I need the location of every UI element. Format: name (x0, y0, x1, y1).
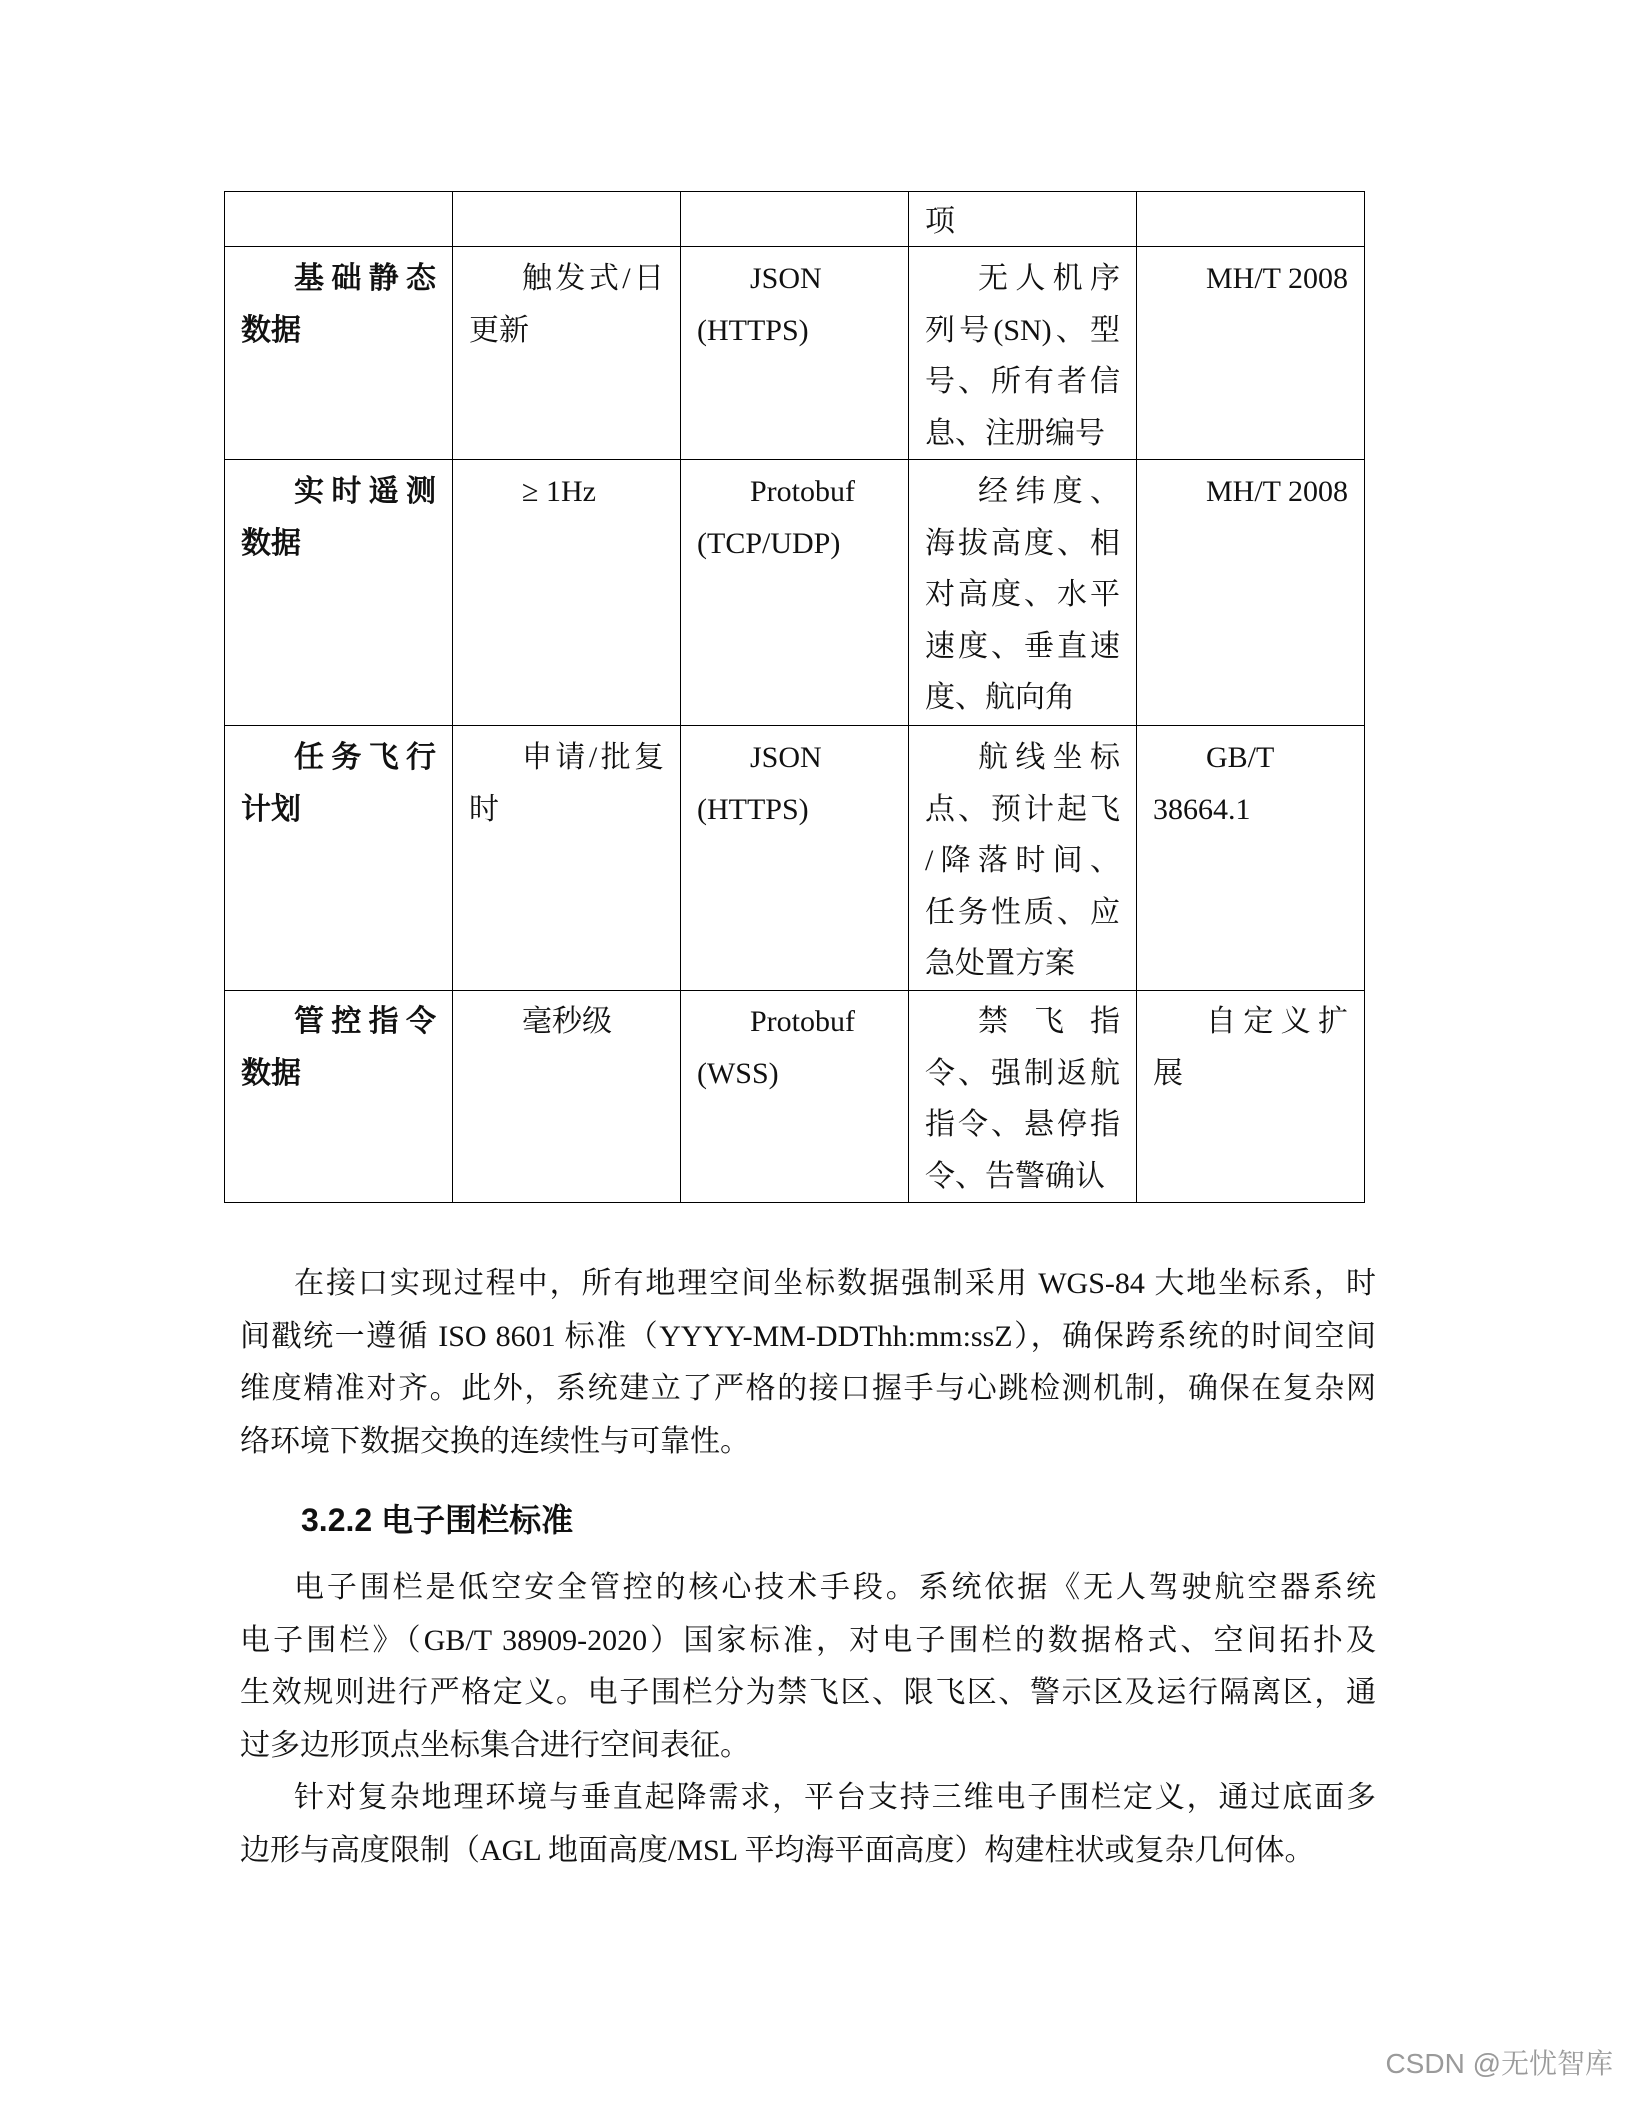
data-spec-table (224, 191, 1365, 1203)
paragraph-line: 间戳统一遵循 ISO 8601 标准（YYYY-MM-DDThh:mm:ssZ），确保跨系统的时间空间 (240, 1319, 1376, 1353)
cell-line: 任务性质、应 (925, 895, 1120, 929)
cell-line: 管控指令 (294, 1005, 436, 1038)
cell-line: ≥ 1Hz (522, 475, 596, 508)
cell-line: 速度、垂直速 (925, 629, 1120, 663)
paragraph-geofence-definition (240, 1562, 1376, 1772)
cell-line: 任务飞行 (294, 741, 436, 774)
table-body (225, 192, 1365, 1203)
cell-data-category (225, 726, 453, 991)
table-header-continuation-row (225, 192, 1365, 247)
cell-line: 息、注册编号 (925, 416, 1105, 450)
paragraph-line: 电子围栏是低空安全管控的核心技术手段。系统依据《无人驾驶航空器系统 (294, 1571, 1376, 1604)
table-row (225, 460, 1365, 726)
table-row (225, 726, 1365, 991)
cell-line: 计划 (241, 792, 301, 826)
cell-reference-standard (1137, 726, 1365, 991)
cell-update-frequency (453, 460, 681, 726)
paragraph-line: 络环境下数据交换的连续性与可靠性。 (240, 1424, 750, 1458)
cell-line: JSON (750, 262, 822, 295)
header-cell-data-category (225, 192, 453, 247)
cell-line: GB/T (1206, 741, 1275, 774)
cell-line: 海拔高度、相 (925, 526, 1120, 560)
table-row (225, 247, 1365, 460)
cell-line: Protobuf (750, 475, 855, 508)
cell-line: 项 (925, 205, 955, 238)
cell-line: 基础静态 (294, 262, 436, 295)
table-row (225, 991, 1365, 1203)
cell-line: 令、告警确认 (925, 1159, 1105, 1193)
cell-line: (HTTPS) (697, 313, 809, 347)
cell-line: 禁飞指 (978, 1005, 1120, 1038)
cell-reference-standard (1137, 460, 1365, 726)
cell-data-format (681, 726, 909, 991)
cell-update-frequency (453, 991, 681, 1203)
cell-line: 度、航向角 (925, 681, 1075, 714)
paragraph-line: 在接口实现过程中，所有地理空间坐标数据强制采用 WGS-84 大地坐标系，时 (294, 1267, 1376, 1300)
paragraph-line: 边形与高度限制（AGL 地面高度/MSL 平均海平面高度）构建柱状或复杂几何体。 (240, 1833, 1315, 1867)
cell-update-frequency (453, 726, 681, 991)
cell-line: 实时遥测 (294, 475, 436, 508)
cell-line: 列号(SN)、型 (925, 313, 1120, 347)
cell-line: JSON (750, 741, 822, 774)
cell-line: 更新 (469, 313, 529, 347)
cell-line: 数据 (241, 1056, 301, 1090)
paragraph-line: 维度精准对齐。此外，系统建立了严格的接口握手与心跳检测机制，确保在复杂网 (240, 1372, 1376, 1406)
cell-line: 航线坐标 (978, 741, 1120, 774)
cell-reference-standard (1137, 247, 1365, 460)
cell-data-fields (909, 460, 1137, 726)
section-heading: 3.2.2 电子围栏标准 (301, 1502, 574, 1538)
cell-data-category (225, 991, 453, 1203)
cell-reference-standard (1137, 991, 1365, 1203)
cell-data-category (225, 247, 453, 460)
cell-line: (TCP/UDP) (697, 526, 841, 560)
header-cell-reference-standard (1137, 192, 1365, 247)
cell-line: 无人机序 (978, 262, 1120, 295)
cell-data-category (225, 460, 453, 726)
paragraph-interface-implementation (240, 1258, 1376, 1468)
cell-line: 数据 (241, 526, 301, 560)
cell-data-fields (909, 247, 1137, 460)
cell-line: 数据 (241, 313, 301, 347)
cell-line: MH/T 2008 (1206, 475, 1348, 508)
watermark: CSDN @无忧智库 (1385, 2048, 1613, 2079)
cell-line: 对高度、水平 (925, 578, 1120, 611)
cell-line: (WSS) (697, 1056, 779, 1090)
cell-line: 令、强制返航 (925, 1056, 1120, 1090)
header-cell-data-format (681, 192, 909, 247)
paragraph-3d-geofence (240, 1772, 1376, 1877)
cell-line: /降落时间、 (925, 844, 1120, 877)
cell-line: 指令、悬停指 (925, 1108, 1120, 1141)
cell-line: Protobuf (750, 1005, 855, 1038)
cell-data-format (681, 460, 909, 726)
cell-line: 触发式/日 (522, 262, 664, 295)
header-cell-data-fields (909, 192, 1137, 247)
cell-line: 展 (1153, 1056, 1183, 1090)
header-cell-update-frequency (453, 192, 681, 247)
paragraph-line: 过多边形顶点坐标集合进行空间表征。 (240, 1728, 750, 1762)
cell-update-frequency (453, 247, 681, 460)
cell-line: 号、所有者信 (925, 365, 1120, 398)
paragraph-line: 电子围栏》（GB/T 38909-2020）国家标准，对电子围栏的数据格式、空间拓扑及 (240, 1623, 1376, 1657)
cell-line: 毫秒级 (522, 1005, 612, 1038)
cell-line: 申请/批复 (522, 741, 664, 774)
cell-line: 38664.1 (1153, 792, 1251, 826)
paragraph-line: 针对复杂地理环境与垂直起降需求，平台支持三维电子围栏定义，通过底面多 (294, 1781, 1376, 1814)
paragraph-line: 生效规则进行严格定义。电子围栏分为禁飞区、限飞区、警示区及运行隔离区，通 (240, 1676, 1376, 1710)
cell-line: (HTTPS) (697, 792, 809, 826)
cell-line: MH/T 2008 (1206, 262, 1348, 295)
cell-data-fields (909, 991, 1137, 1203)
cell-line: 经纬度、 (978, 475, 1120, 508)
cell-data-format (681, 991, 909, 1203)
cell-line: 时 (469, 792, 499, 826)
cell-data-format (681, 247, 909, 460)
cell-line: 急处置方案 (925, 947, 1075, 980)
cell-line: 点、预计起飞 (925, 792, 1120, 826)
cell-line: 自定义扩 (1206, 1005, 1348, 1038)
cell-data-fields (909, 726, 1137, 991)
